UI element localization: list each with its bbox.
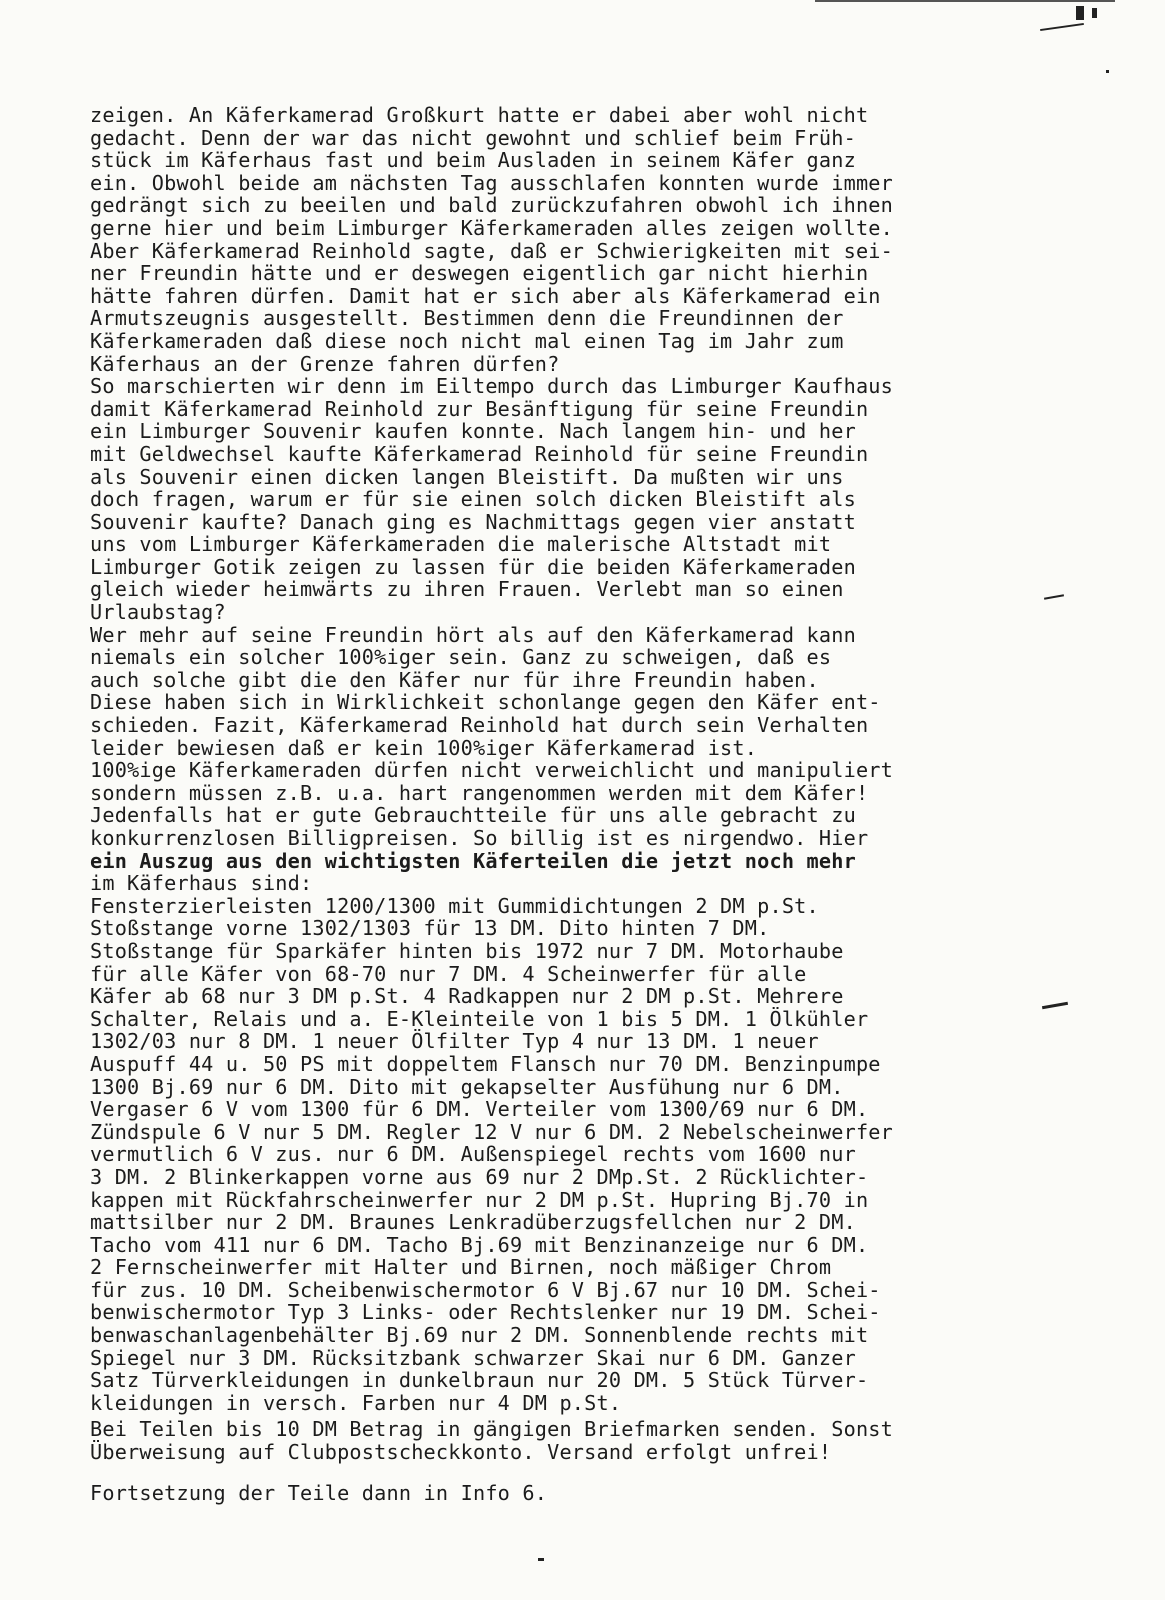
text-line: kappen mit Rückfahrscheinwerfer nur 2 DM p.St. Hupring Bj.70 in	[90, 1187, 869, 1212]
text-line: gleich wieder heimwärts zu ihren Frauen. Verlebt man so einen	[90, 577, 844, 602]
scan-speck	[1040, 23, 1084, 31]
text-line: Tacho vom 411 nur 6 DM. Tacho Bj.69 mit Benzinanzeige nur 6 DM.	[90, 1232, 869, 1257]
text-line: Urlaubstag?	[90, 600, 226, 625]
text-line: zeigen. An Käferkamerad Großkurt hatte er dabei aber wohl nicht	[90, 103, 869, 127]
text-line: niemals ein solcher 100%iger sein. Ganz zu schweigen, daß es	[90, 645, 832, 670]
scan-speck	[1044, 594, 1064, 599]
text-line: damit Käferkamerad Reinhold zur Besänftigung für seine Freundin	[90, 396, 869, 421]
text-line: konkurrenzlosen Billigpreisen. So billig ist es nirgendwo. Hier	[90, 826, 869, 850]
scan-speck	[1076, 6, 1084, 20]
text-line: hätte fahren dürfen. Damit hat er sich aber als Käferkamerad ein	[90, 283, 881, 308]
text-line: ner Freundin hätte und er deswegen eigentlich gar nicht hierhin	[90, 261, 869, 286]
body-paragraph	[90, 104, 990, 1414]
text-line: Fensterzierleisten 1200/1300 mit Gummidichtungen 2 DM p.St.	[90, 893, 819, 918]
text-line: mit Geldwechsel kaufte Käferkamerad Reinhold für seine Freundin	[90, 441, 869, 466]
text-line: Aber Käferkamerad Reinhold sagte, daß er Schwierigkeiten mit sei-	[90, 238, 894, 263]
text-line: auch solche gibt die den Käfer nur für ihre Freundin haben.	[90, 667, 819, 692]
top-edge-rule	[815, 0, 1115, 2]
payment-note	[90, 1418, 990, 1463]
text-line: für alle Käfer von 68-70 nur 7 DM. 4 Scheinwerfer für alle	[90, 961, 807, 986]
text-line: So marschierten wir denn im Eiltempo durch das Limburger Kaufhaus	[90, 374, 894, 399]
text-line: Schalter, Relais und a. E-Kleinteile von 1 bis 5 DM. 1 Ölkühler	[90, 1006, 869, 1031]
scan-speck	[538, 1558, 544, 1561]
text-line: Zündspule 6 V nur 5 DM. Regler 12 V nur 6 DM. 2 Nebelscheinwerfer	[90, 1119, 894, 1144]
text-line: Jedenfalls hat er gute Gebrauchtteile für uns alle gebracht zu	[90, 803, 856, 828]
text-line: Armutszeugnis ausgestellt. Bestimmen denn die Freundinnen der	[90, 306, 844, 331]
text-line: Wer mehr auf seine Freundin hört als auf den Käferkamerad kann	[90, 622, 856, 647]
text-line: 1302/03 nur 8 DM. 1 neuer Ölfilter Typ 4 nur 13 DM. 1 neuer	[90, 1029, 819, 1054]
text-line: Satz Türverkleidungen in dunkelbraun nur 20 DM. 5 Stück Türver-	[90, 1368, 869, 1393]
scan-speck	[1042, 1002, 1068, 1009]
text-line: 2 Fernscheinwerfer mit Halter und Birnen, noch mäßiger Chrom	[90, 1255, 832, 1280]
text-line: ein Limburger Souvenir kaufen konnte. Nach langem hin- und her	[90, 419, 856, 444]
text-line: als Souvenir einen dicken langen Bleistift. Da mußten wir uns	[90, 464, 844, 489]
text-line: vermutlich 6 V zus. nur 6 DM. Außenspiegel rechts vom 1600 nur	[90, 1142, 856, 1167]
text-line: Stoßstange vorne 1302/1303 für 13 DM. Dito hinten 7 DM.	[90, 916, 770, 941]
text-line: gedrängt sich zu beeilen und bald zurückzufahren obwohl ich ihnen	[90, 193, 894, 218]
text-line: 100%ige Käferkameraden dürfen nicht verweichlicht und manipuliert	[90, 758, 894, 783]
text-line: Spiegel nur 3 DM. Rücksitzbank schwarzer Skai nur 6 DM. Ganzer	[90, 1345, 856, 1370]
text-line: leider bewiesen daß er kein 100%iger Käferkamerad ist.	[90, 735, 758, 760]
text-line: Käferkameraden daß diese noch nicht mal einen Tag im Jahr zum	[90, 328, 844, 353]
text-line: für zus. 10 DM. Scheibenwischermotor 6 V Bj.67 nur 10 DM. Schei-	[90, 1277, 881, 1302]
text-line: im Käferhaus sind:	[90, 871, 313, 896]
scan-speck	[1106, 70, 1109, 73]
text-line: uns vom Limburger Käferkameraden die malerische Altstadt mit	[90, 532, 832, 557]
text-line: sondern müssen z.B. u.a. hart rangenommen werden mit dem Käfer!	[90, 780, 869, 805]
text-line: gerne hier und beim Limburger Käferkameraden alles zeigen wollte.	[90, 215, 894, 240]
text-line: schieden. Fazit, Käferkamerad Reinhold hat durch sein Verhalten	[90, 713, 869, 738]
text-line: Käfer ab 68 nur 3 DM p.St. 4 Radkappen nur 2 DM p.St. Mehrere	[90, 984, 844, 1009]
text-line: ein. Obwohl beide am nächsten Tag ausschlafen konnten wurde immer	[90, 170, 894, 195]
text-line: gedacht. Denn der war das nicht gewohnt und schlief beim Früh-	[90, 125, 856, 150]
continuation-note	[90, 1482, 990, 1505]
text-line: Limburger Gotik zeigen zu lassen für die beiden Käferkameraden	[90, 554, 856, 579]
text-line: benwaschanlagenbehälter Bj.69 nur 2 DM. Sonnenblende rechts mit	[90, 1323, 869, 1348]
text-line: mattsilber nur 2 DM. Braunes Lenkradüberzugsfellchen nur 2 DM.	[90, 1210, 856, 1235]
text-line: stück im Käferhaus fast und beim Ausladen in seinem Käfer ganz	[90, 148, 856, 173]
text-line: doch fragen, warum er für sie einen solch dicken Bleistift als	[90, 487, 856, 512]
closing-line: Fortsetzung der Teile dann in Info 6.	[90, 1481, 548, 1505]
text-line: benwischermotor Typ 3 Links- oder Rechtslenker nur 19 DM. Schei-	[90, 1300, 881, 1325]
text-line: 1300 Bj.69 nur 6 DM. Dito mit gekapselter Ausfühung nur 6 DM.	[90, 1074, 844, 1099]
text-line: Stoßstange für Sparkäfer hinten bis 1972 nur 7 DM. Motorhaube	[90, 938, 844, 963]
text-line: kleidungen in versch. Farben nur 4 DM p.St.	[90, 1390, 622, 1415]
text-line: Vergaser 6 V vom 1300 für 6 DM. Verteiler vom 1300/69 nur 6 DM.	[90, 1097, 869, 1122]
text-line: Auspuff 44 u. 50 PS mit doppeltem Flansch nur 70 DM. Benzinpumpe	[90, 1051, 881, 1076]
payment-line: Überweisung auf Clubpostscheckkonto. Versand erfolgt unfrei!	[90, 1439, 832, 1464]
scan-speck	[1092, 8, 1097, 18]
text-line: Diese haben sich in Wirklichkeit schonlange gegen den Käfer ent-	[90, 690, 881, 715]
text-line: 3 DM. 2 Blinkerkappen vorne aus 69 nur 2 DMp.St. 2 Rücklichter-	[90, 1164, 869, 1189]
text-line: Souvenir kaufte? Danach ging es Nachmittags gegen vier anstatt	[90, 509, 856, 534]
payment-line: Bei Teilen bis 10 DM Betrag in gängigen Briefmarken senden. Sonst	[90, 1417, 894, 1441]
text-line: Käferhaus an der Grenze fahren dürfen?	[90, 351, 560, 376]
text-line: ein Auszug aus den wichtigsten Käferteilen die jetzt noch mehr	[90, 848, 856, 873]
